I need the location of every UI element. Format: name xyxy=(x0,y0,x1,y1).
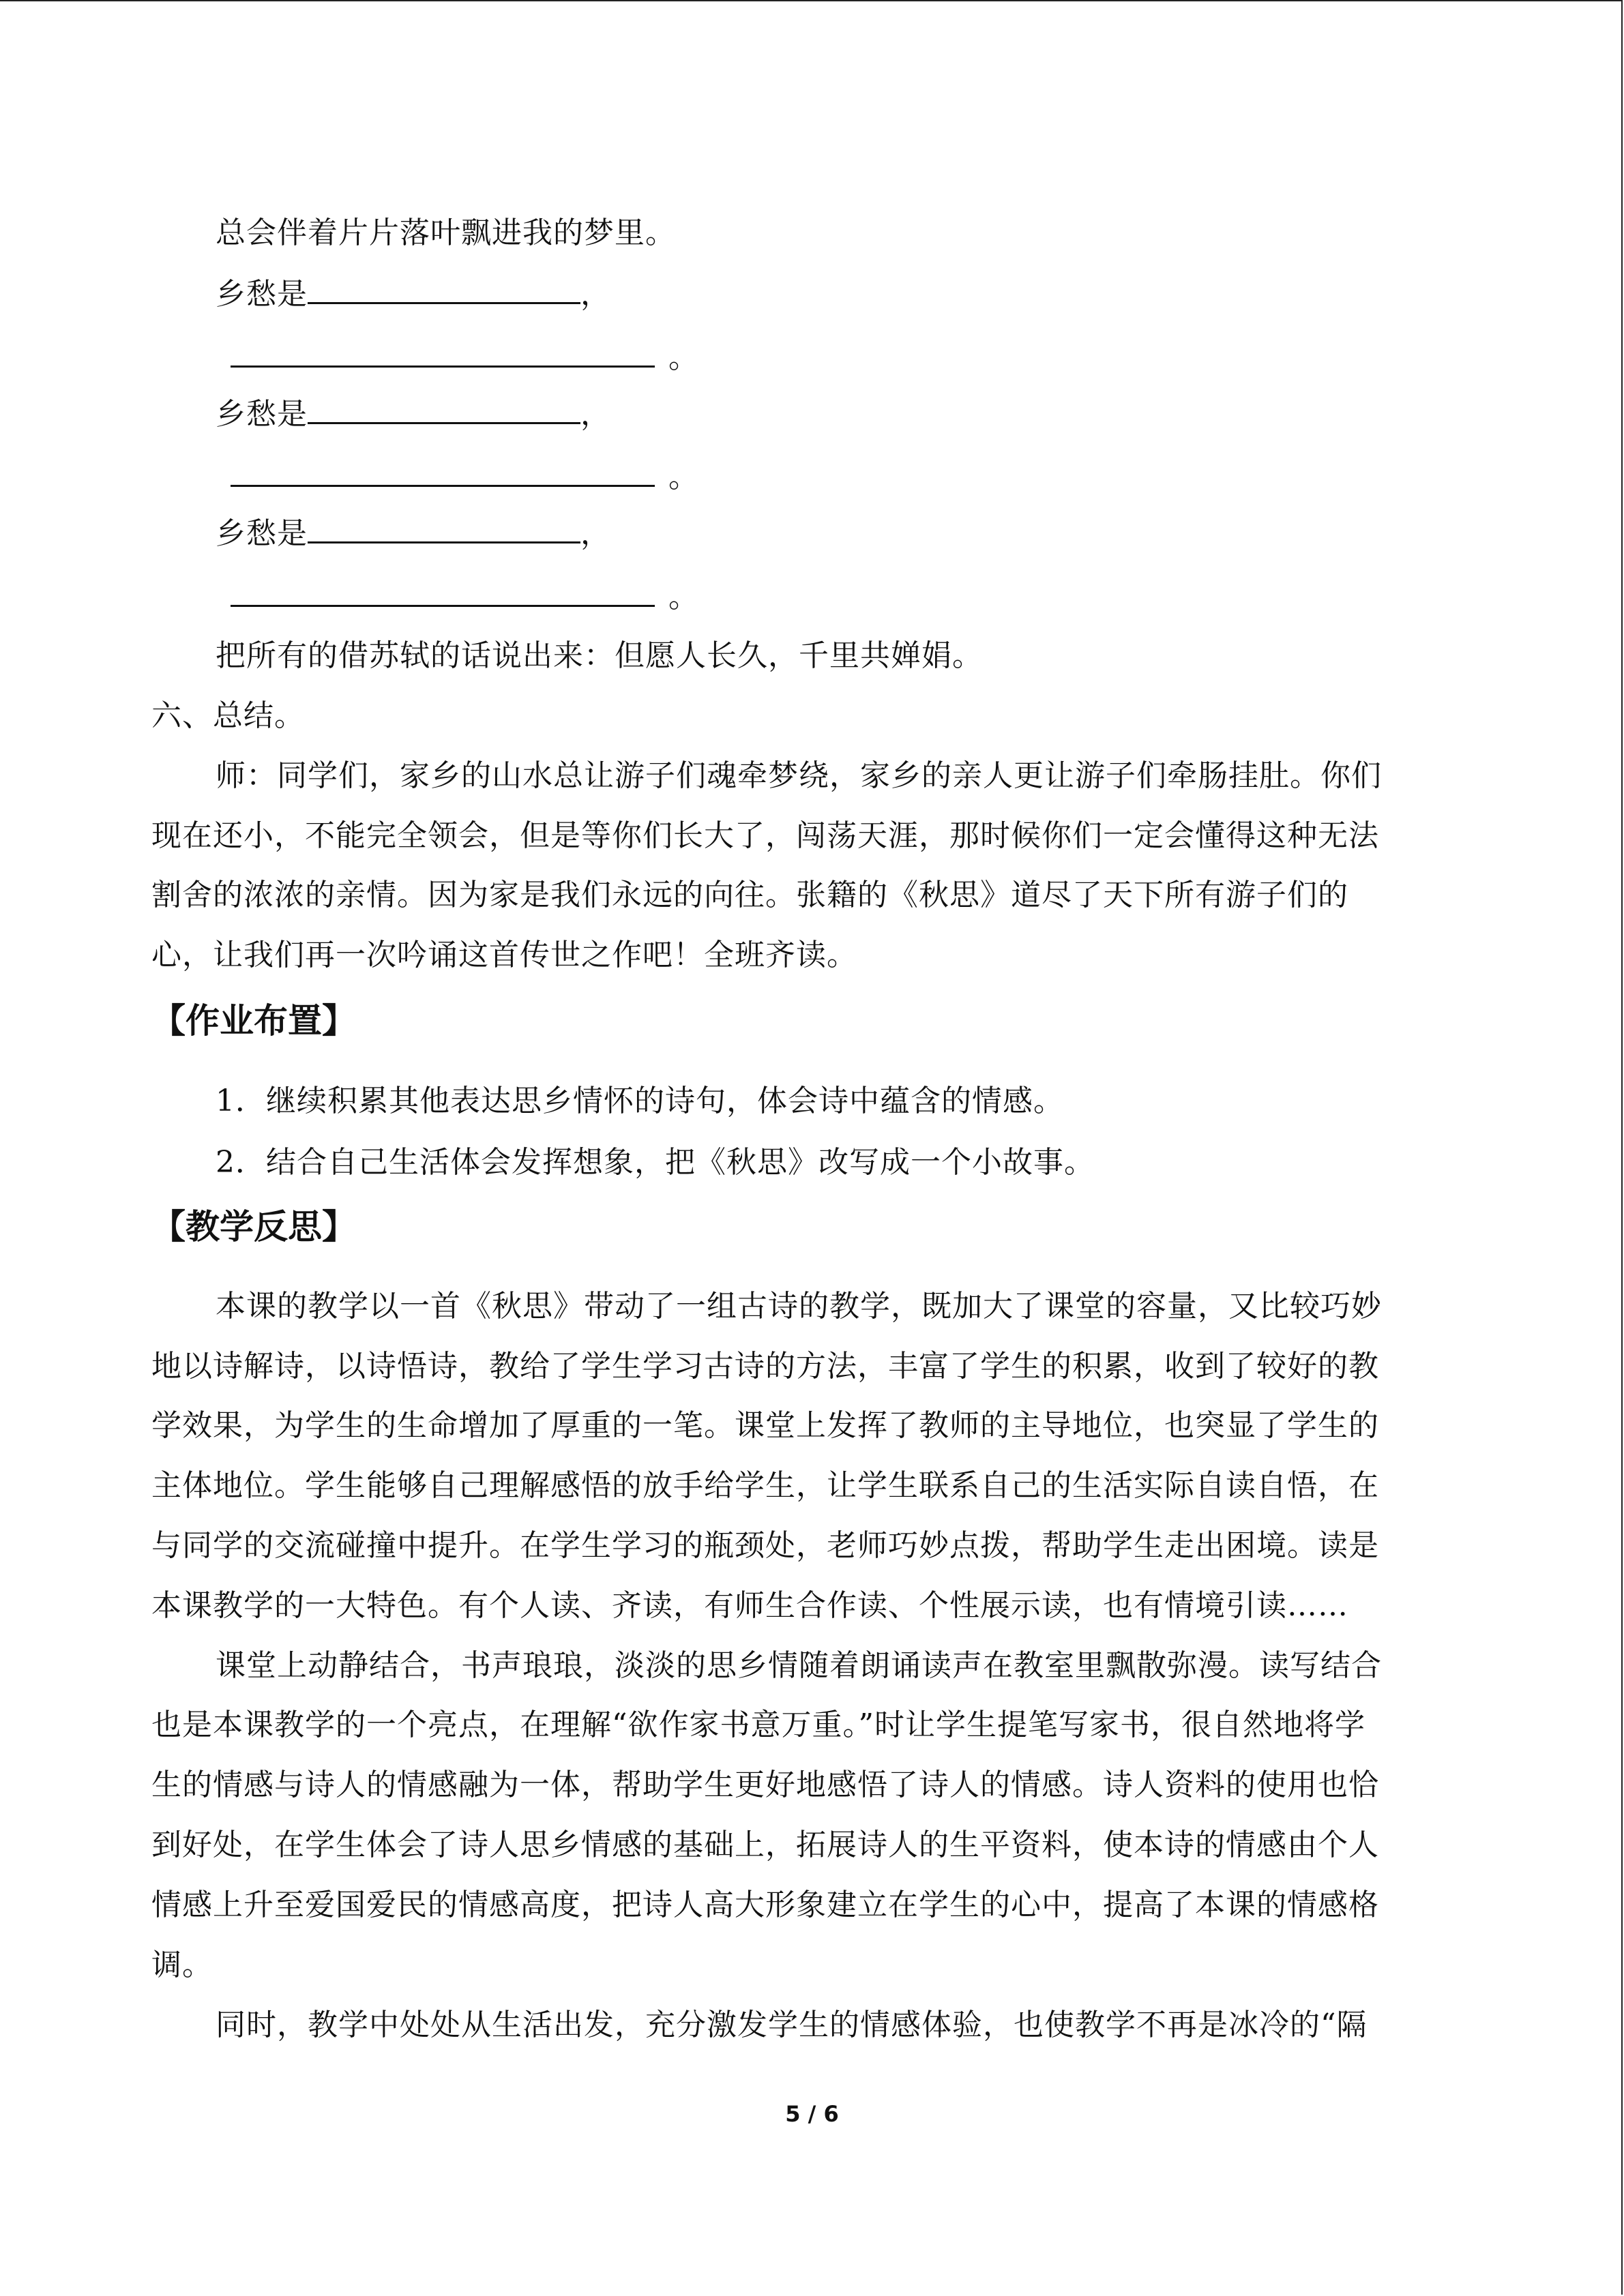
fill-in-period: 。 xyxy=(668,580,699,614)
poem-line: 总会伴着片片落叶飘进我的梦里。 xyxy=(216,215,676,250)
fill-in-continuation-row-3 xyxy=(231,577,699,618)
reflection-paragraph-line: 与同学的交流碰撞中提升。在学生学习的瓶颈处，老师巧妙点拨，帮助学生走出困境。读是 xyxy=(151,1528,1379,1563)
fill-in-comma: ， xyxy=(580,516,611,551)
fill-in-period: 。 xyxy=(668,340,699,375)
homework-heading: 【作业布置】 xyxy=(151,1001,356,1041)
homework-item: 2．结合自己生活体会发挥想象，把《秋思》改写成一个小故事。 xyxy=(216,1145,1095,1180)
summary-heading: 六、总结。 xyxy=(151,698,305,733)
reflection-paragraph-line: 生的情感与诗人的情感融为一体，帮助学生更好地感悟了诗人的情感。诗人资料的使用也恰 xyxy=(151,1768,1379,1802)
fill-in-blank-short[interactable] xyxy=(308,516,580,543)
reflection-heading: 【教学反思】 xyxy=(151,1207,356,1247)
summary-paragraph-line: 师：同学们，家乡的山水总让游子们魂牵梦绕，家乡的亲人更让游子们牵肠挂肚。你们 xyxy=(216,758,1382,793)
fill-in-prefix: 乡愁是 xyxy=(216,516,308,551)
fill-in-prefix: 乡愁是 xyxy=(216,277,308,312)
reflection-paragraph-line: 学效果，为学生的生命增加了厚重的一笔。课堂上发挥了教师的主导地位，也突显了学生的 xyxy=(151,1408,1379,1443)
reflection-paragraph-line: 也是本课教学的一个亮点，在理解“欲作家书意万重。”时让学生提笔写家书，很自然地将学 xyxy=(151,1708,1365,1742)
fill-in-row-3 xyxy=(216,513,611,554)
fill-in-blank-long[interactable] xyxy=(231,579,655,607)
fill-in-continuation-row-1 xyxy=(231,338,699,378)
homework-item: 1．继续积累其他表达思乡情怀的诗句，体会诗中蕴含的情感。 xyxy=(216,1084,1064,1118)
fill-in-row-1 xyxy=(216,274,611,315)
fill-in-blank-short[interactable] xyxy=(308,396,580,424)
fill-in-continuation-row-2 xyxy=(231,457,699,498)
fill-in-blank-short[interactable] xyxy=(308,276,580,304)
fill-in-prefix: 乡愁是 xyxy=(216,397,308,432)
fill-in-comma: ， xyxy=(580,397,611,432)
reflection-paragraph-line: 情感上升至爱国爱民的情感高度，把诗人高大形象建立在学生的心中，提高了本课的情感格 xyxy=(151,1888,1379,1922)
reflection-paragraph-line: 到好处，在学生体会了诗人思乡情感的基础上，拓展诗人的生平资料，使本诗的情感由个人 xyxy=(151,1828,1379,1862)
fill-in-blank-long[interactable] xyxy=(231,340,655,368)
reflection-paragraph-line: 调。 xyxy=(151,1948,213,1982)
page-number: 5 / 6 xyxy=(785,2101,839,2127)
fill-in-comma: ， xyxy=(580,277,611,312)
reflection-paragraph-line: 主体地位。学生能够自己理解感悟的放手给学生，让学生联系自己的生活实际自读自悟，在 xyxy=(151,1468,1379,1503)
summary-paragraph-line: 割舍的浓浓的亲情。因为家是我们永远的向往。张籍的《秋思》道尽了天下所有游子们的 xyxy=(151,878,1348,912)
reflection-paragraph-line: 本课教学的一大特色。有个人读、齐读，有师生合作读、个性展示读，也有情境引读…… xyxy=(151,1588,1348,1623)
summary-paragraph-line: 现在还小，不能完全领会，但是等你们长大了，闯荡天涯，那时候你们一定会懂得这种无法 xyxy=(151,818,1379,853)
quote-line: 把所有的借苏轼的话说出来：但愿人长久，千里共婵娟。 xyxy=(216,638,983,673)
summary-paragraph-line: 心，让我们再一次吟诵这首传世之作吧！全班齐读。 xyxy=(151,938,857,972)
fill-in-period: 。 xyxy=(668,460,699,494)
fill-in-blank-long[interactable] xyxy=(231,459,655,487)
reflection-paragraph-line: 同时，教学中处处从生活出发，充分激发学生的情感体验，也使教学不再是冰冷的“隔 xyxy=(216,2008,1368,2042)
fill-in-row-2 xyxy=(216,394,611,435)
reflection-paragraph-line: 本课的教学以一首《秋思》带动了一组古诗的教学，既加大了课堂的容量，又比较巧妙 xyxy=(216,1289,1382,1324)
reflection-paragraph-line: 地以诗解诗，以诗悟诗，教给了学生学习古诗的方法，丰富了学生的积累，收到了较好的教 xyxy=(151,1349,1379,1384)
reflection-paragraph-line: 课堂上动静结合，书声琅琅，淡淡的思乡情随着朗诵读声在教室里飘散弥漫。读写结合 xyxy=(216,1648,1382,1683)
